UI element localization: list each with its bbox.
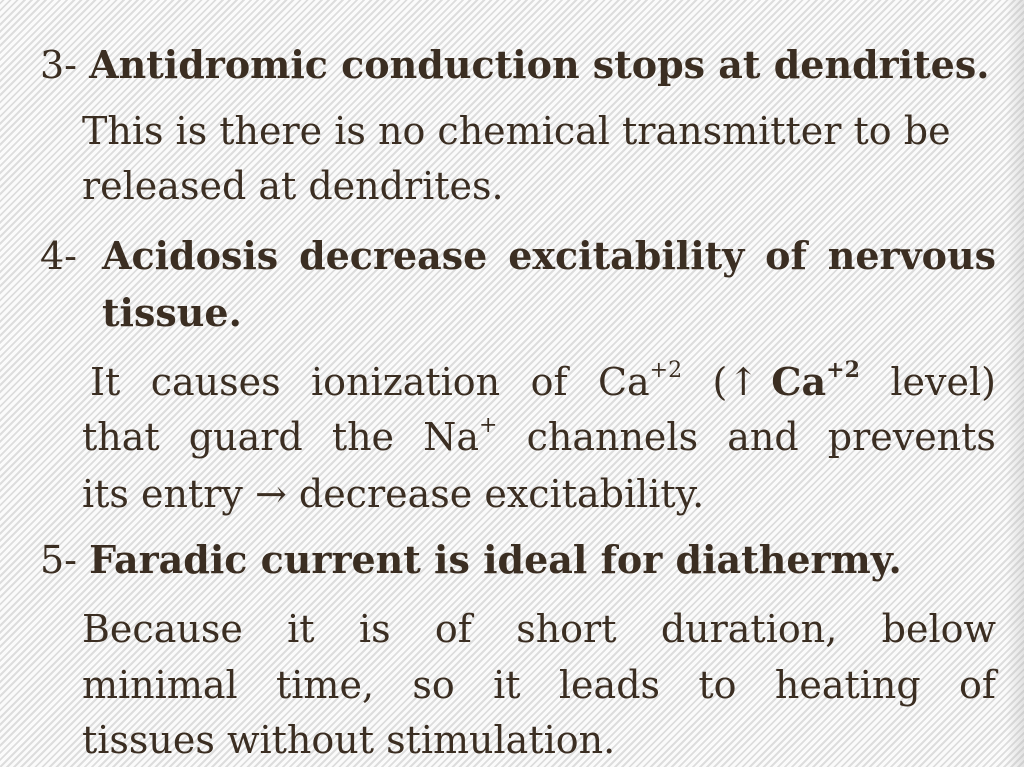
- item-4-body-line-1: [90, 359, 996, 405]
- item-4-body-word: that: [82, 415, 160, 459]
- item-5-body-word: below: [881, 607, 996, 651]
- item-4-body-word: the: [331, 415, 395, 459]
- item-4-heading-word: excitability: [508, 233, 745, 278]
- item-3-number: 3-: [40, 43, 78, 87]
- item-4-body-word: prevents: [827, 415, 996, 459]
- item-4-body-word: level): [890, 360, 996, 404]
- item-4-heading-word: decrease: [299, 233, 488, 278]
- item-4-number-text: 4-: [40, 234, 78, 278]
- item-4-body-line-2: [82, 414, 996, 460]
- item-5-body-word: it: [287, 607, 315, 651]
- item-3-body-text-1: This is there is no chemical transmitter to be: [82, 109, 951, 153]
- item-5-body-word: of: [434, 607, 472, 651]
- item-3-heading: Antidromic conduction stops at dendrites.: [89, 42, 990, 87]
- item-4-body-word: ionization: [311, 360, 501, 404]
- item-5-body-word: time,: [276, 663, 375, 707]
- item-5-body-word: of: [959, 663, 996, 707]
- item-5-body-word: so: [412, 663, 455, 707]
- na-ion: [423, 414, 497, 460]
- ca-symbol-bold: Ca: [771, 359, 827, 404]
- item-5-heading: Faradic current is ideal for diathermy.: [89, 537, 902, 582]
- item-5-body-word: leads: [558, 663, 661, 707]
- slide-edge-shadow: [1006, 0, 1024, 767]
- item-5-body-word: short: [516, 607, 617, 651]
- item-4-body-line-3: [82, 471, 704, 517]
- ca-level-increase: [713, 359, 860, 405]
- item-5-body-word: it: [493, 663, 521, 707]
- item-5-body-line-2: [82, 662, 996, 708]
- na-symbol: Na: [423, 415, 480, 459]
- item-4-body-word: and: [727, 415, 799, 459]
- ca-ion: [598, 359, 682, 405]
- item-4-body-text-3: its entry → decrease excitability.: [82, 472, 705, 516]
- ca-charge: +2: [649, 358, 683, 384]
- item-4-heading-word: of: [765, 233, 807, 278]
- item-4-heading-word: tissue.: [102, 290, 242, 335]
- na-charge: +: [479, 413, 498, 439]
- item-5-body-word: minimal: [82, 663, 238, 707]
- item-4-heading-line-1: [102, 233, 996, 279]
- item-4-body-word: causes: [150, 360, 281, 404]
- ca-symbol: Ca: [597, 360, 650, 404]
- ca-charge-bold: +2: [826, 357, 860, 384]
- item-5-body-word: is: [358, 607, 391, 651]
- item-4-heading-word: nervous: [827, 233, 996, 278]
- item-4-body-word: channels: [526, 415, 699, 459]
- item-4-body-word: of: [530, 360, 568, 404]
- item-5-body-line-1: [82, 606, 996, 652]
- item-3-body-line-2: [82, 163, 504, 209]
- item-3-body-text-2: released at dendrites.: [82, 164, 504, 208]
- item-4-body-word: It: [90, 360, 121, 404]
- item-3-body-line-1: [82, 108, 951, 154]
- item-4-heading-line-2: [102, 290, 242, 336]
- item-5-body-word: Because: [82, 607, 243, 651]
- item-3-heading-line: [40, 42, 989, 88]
- item-4-body-word: guard: [188, 415, 303, 459]
- item-5-heading-line: [40, 537, 902, 583]
- item-5-body-word: heating: [774, 663, 921, 707]
- item-5-body-word: to: [698, 663, 737, 707]
- item-5-body-line-3: [82, 717, 615, 763]
- item-5-body-word: duration,: [660, 607, 838, 651]
- item-5-body-text-3: tissues without stimulation.: [82, 718, 616, 762]
- up-arrow-icon: (↑: [712, 360, 760, 404]
- item-4-heading-word: Acidosis: [102, 233, 279, 278]
- item-5-number: 5-: [40, 538, 78, 582]
- item-4-number: [40, 233, 77, 279]
